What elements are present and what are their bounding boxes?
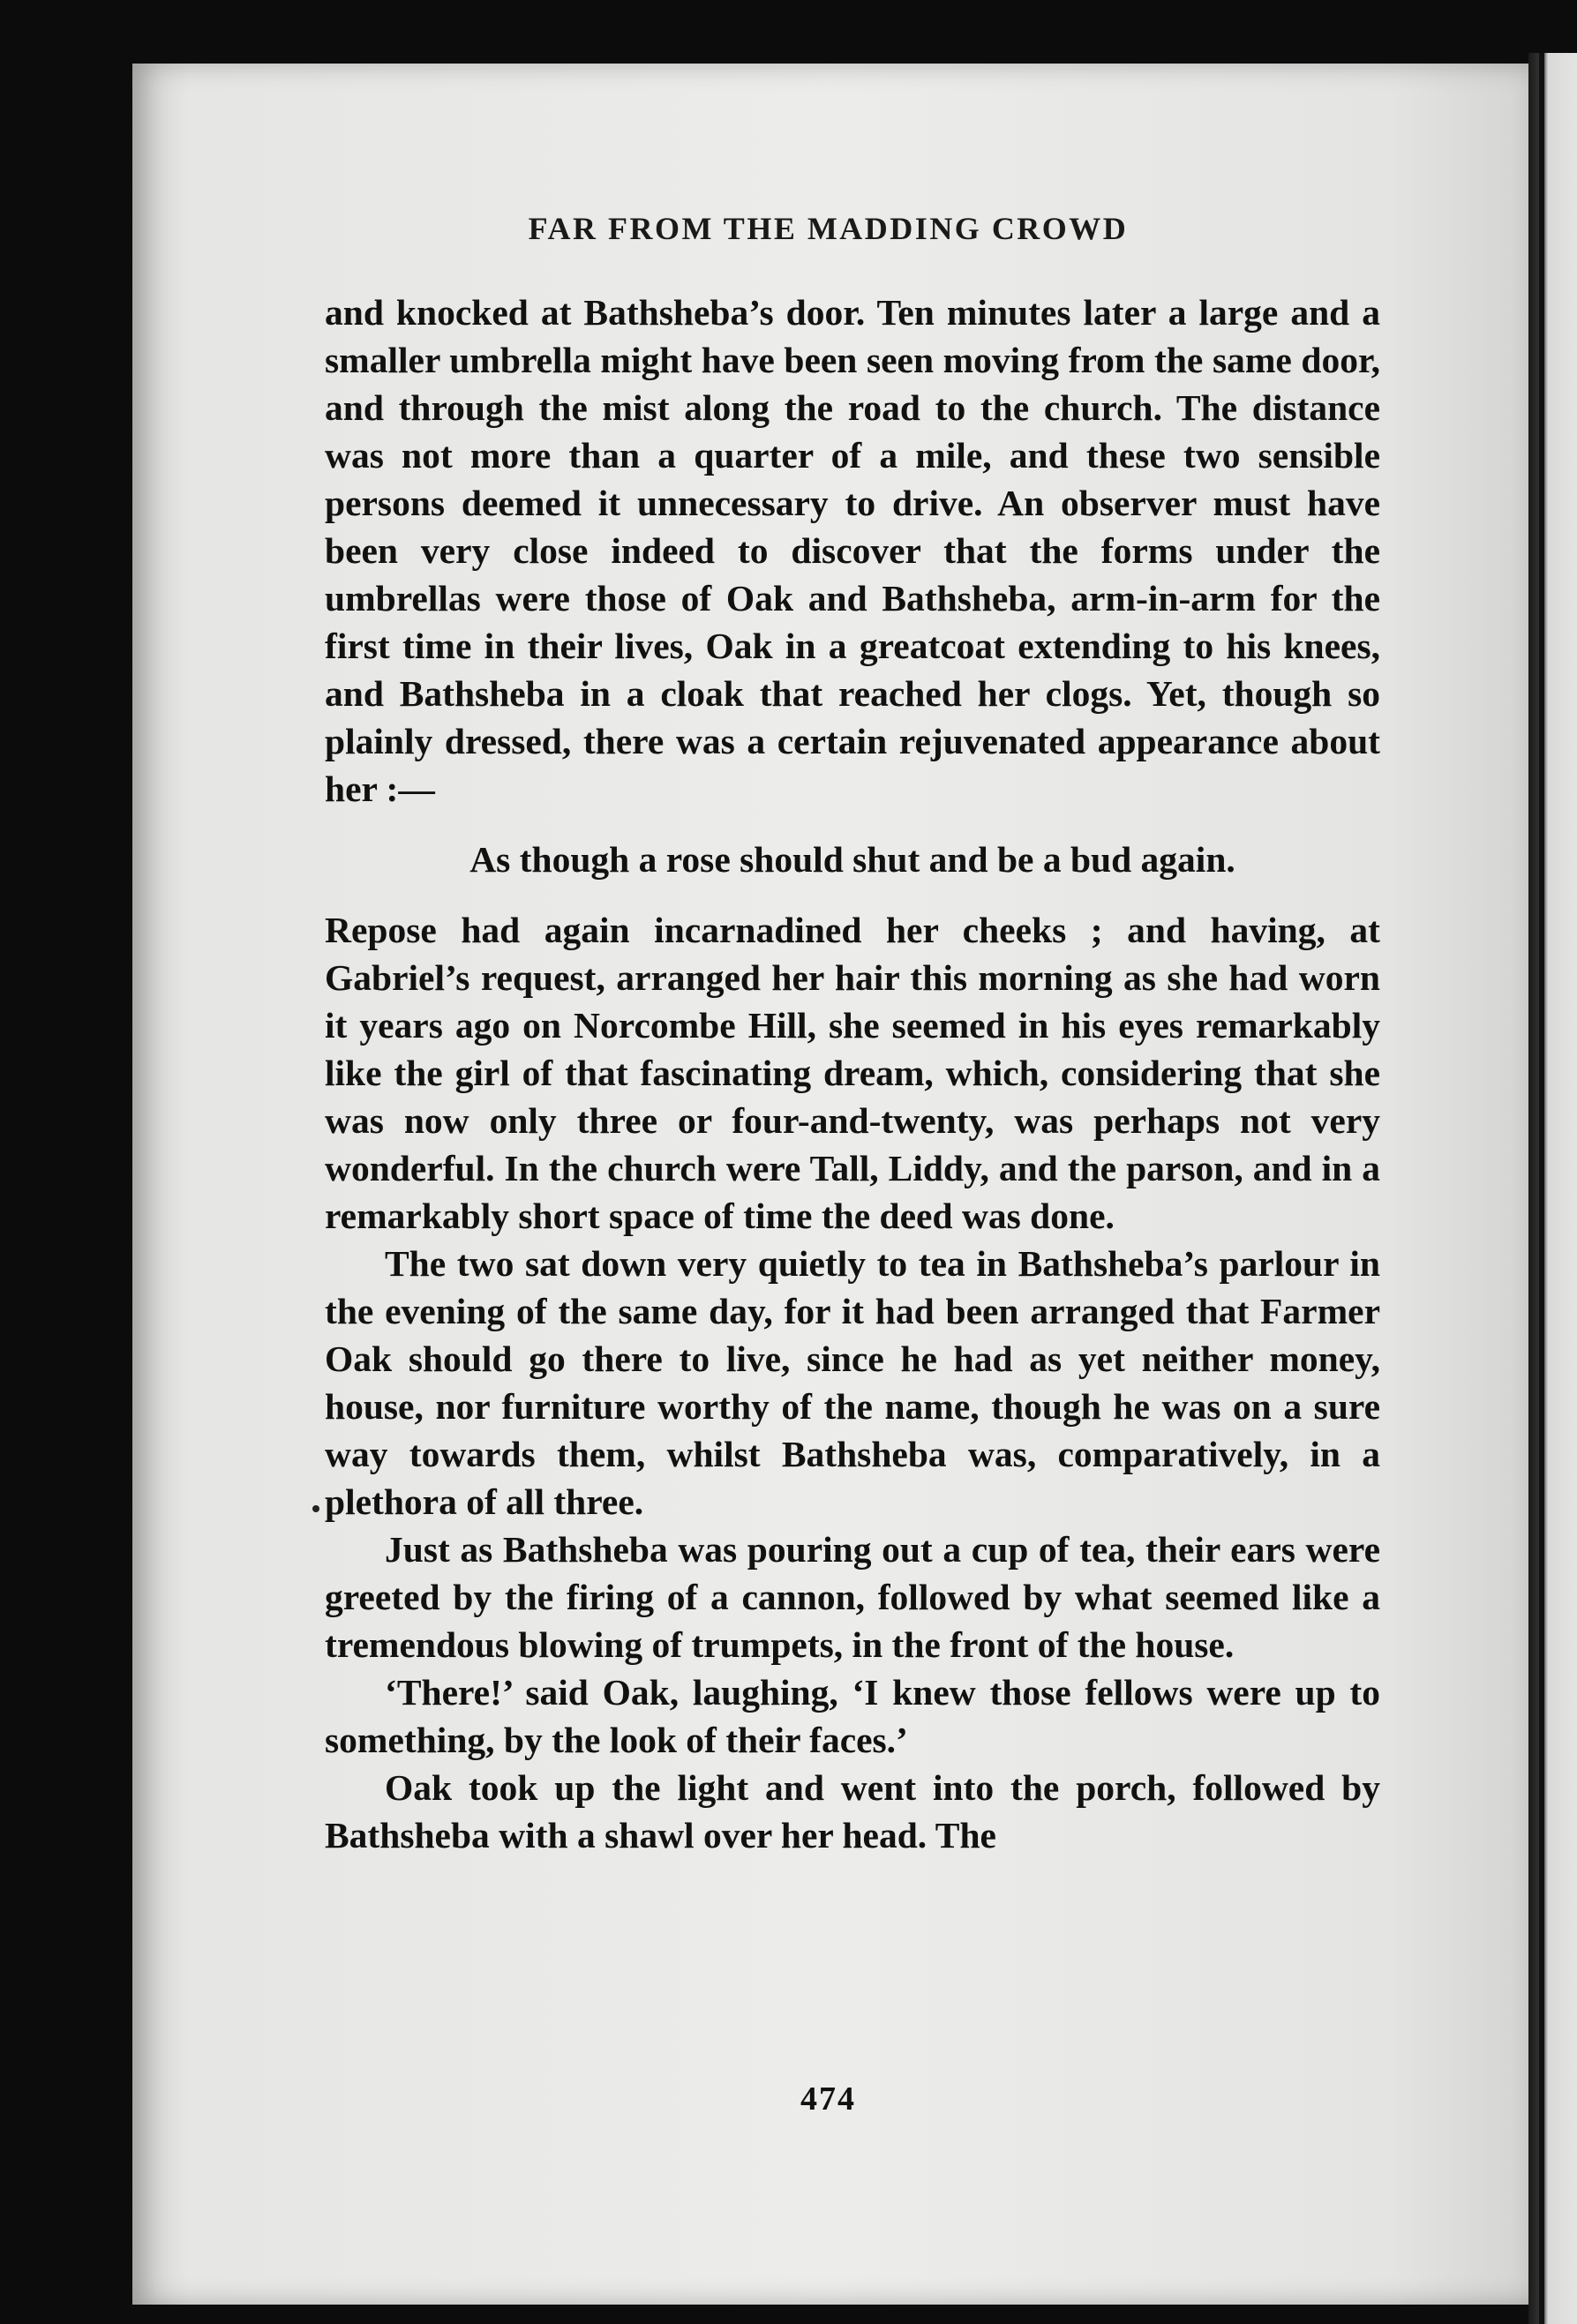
- facing-page-edge: [1528, 53, 1577, 2324]
- gutter-line: [1539, 53, 1544, 2324]
- paragraph-5: ‘There!’ said Oak, laughing, ‘I knew those fellows were up to something, by the look of their faces.’: [325, 1672, 1380, 1760]
- paragraph-2: Repose had again incarnadined her cheeks ; and having, at Gabriel’s request, arranged her hair this morning as she had worn it years ago on Norcombe Hill, she seemed in his eyes remarkably like the girl of that fascinating dream, which, considering that she was now only three or four-and-twenty, was perhaps not very wonderful. In the church were Tall, Liddy, and the parson, and in a remarkably short space of time the deed was done.: [325, 910, 1380, 1236]
- paragraph-6: Oak took up the light and went into the porch, followed by Bathsheba with a shawl over her head. The: [325, 1767, 1380, 1855]
- ink-speck: [312, 1505, 319, 1512]
- page-number: 474: [800, 2080, 856, 2118]
- verse-quote: As though a rose should shut and be a bud again.: [469, 839, 1235, 880]
- running-head: FAR FROM THE MADDING CROWD: [528, 211, 1129, 246]
- body-text: [325, 289, 1380, 1859]
- paragraph-3: The two sat down very quietly to tea in Bathsheba’s parlour in the evening of the same day, for it had been arranged that Farmer Oak should go there to live, since he had as yet neither money, house, nor furniture worthy of the name, though he was on a sure way towards them, whilst Bathsheba was, comparatively, in a plethora of all three.: [325, 1243, 1380, 1522]
- paragraph-1: and knocked at Bathsheba’s door. Ten minutes later a large and a smaller umbrella might have been seen moving from the same door, and through the mist along the road to the church. The distance was not more than a quarter of a mile, and these two sensible persons deemed it unnecessary to drive. An observer must have been very close indeed to discover that the forms under the umbrellas were those of Oak and Bathsheba, arm-in-arm for the first time in their lives, Oak in a greatcoat extending to his knees, and Bathsheba in a cloak that reached her clogs. Yet, though so plainly dressed, there was a certain rejuvenated appearance about her :—: [325, 292, 1380, 809]
- paragraph-4: Just as Bathsheba was pouring out a cup of tea, their ears were greeted by the firing of a cannon, followed by what seemed like a tremendous blowing of trumpets, in the front of the house.: [325, 1529, 1380, 1665]
